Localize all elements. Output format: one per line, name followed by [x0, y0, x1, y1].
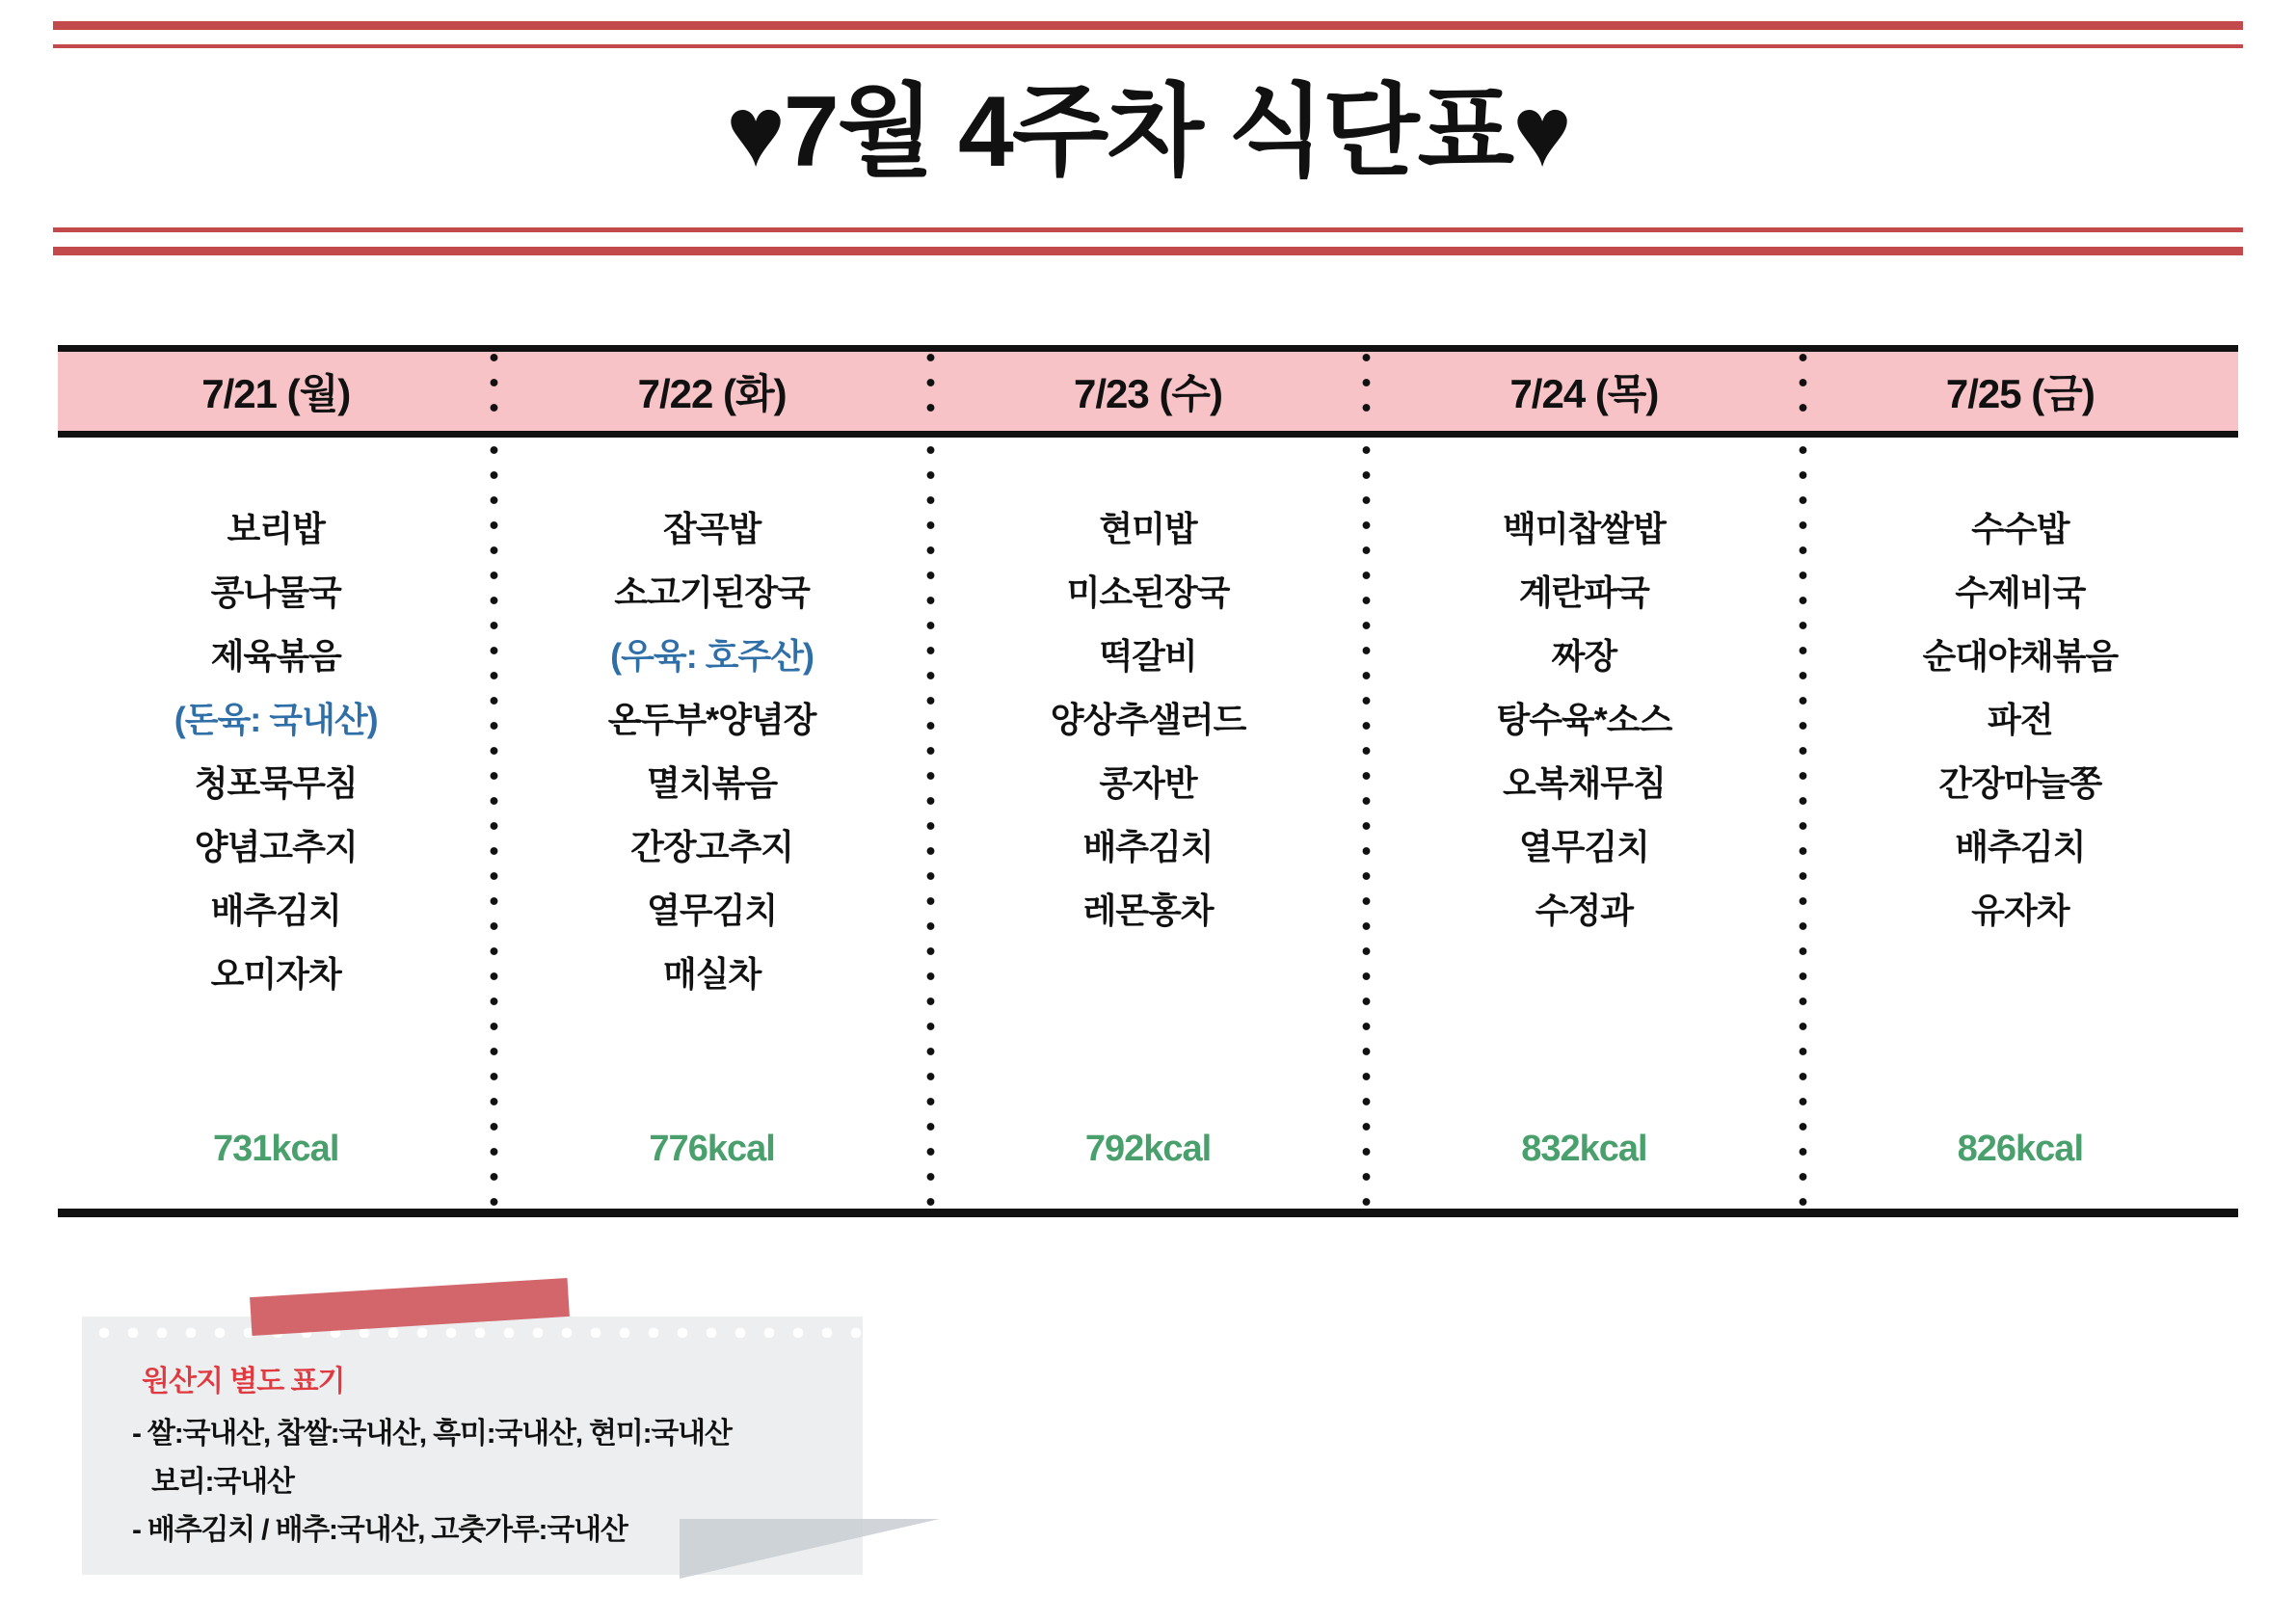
menu-item: 콩자반: [1099, 763, 1197, 803]
date-label: 7/25 (금): [1945, 371, 2095, 416]
menu-item: 보리밥: [227, 509, 325, 548]
menu-table: [58, 345, 2238, 1217]
menu-item: 열무김치: [647, 891, 778, 930]
menu-item: 청포묵무침: [194, 763, 358, 803]
header-rule-bottom-thick: [53, 247, 2243, 255]
menu-item: 오복채무침: [1502, 763, 1666, 803]
column-divider-1-body: [490, 438, 498, 1209]
origin-note: [82, 1317, 863, 1575]
calorie-label: 826kcal: [1957, 1129, 2084, 1169]
calorie-label: 776kcal: [649, 1129, 775, 1169]
menu-item: 온두부*양념장: [607, 700, 816, 739]
date-label: 7/23 (수): [1074, 371, 1222, 416]
menu-item: 레몬홍차: [1082, 891, 1214, 930]
heart-icon-right: ♥: [1512, 76, 1570, 188]
table-header-fri: [1802, 352, 2238, 431]
heart-icon-left: ♥: [726, 76, 784, 188]
table-header-tue: [494, 352, 929, 431]
page-title-text: 7월 4주차 식단표: [783, 76, 1513, 188]
note-line-1: - 쌀:국내산, 찹쌀:국내산, 흑미:국내산, 현미:국내산: [132, 1418, 732, 1450]
menu-item-origin: (우육: 호주산): [610, 636, 814, 676]
menu-item-origin: (돈육: 국내산): [174, 700, 378, 739]
menu-item: 파전: [1988, 700, 2053, 739]
column-divider-3: [1362, 345, 1371, 424]
date-label: 7/22 (화): [637, 371, 787, 416]
menu-item: 잡곡밥: [662, 509, 761, 548]
page-title: [0, 60, 2296, 204]
menu-item: 열무김치: [1518, 827, 1649, 866]
table-header-wed: [930, 352, 1366, 431]
table-top-border: [58, 345, 2238, 352]
menu-column-fri: [1802, 438, 2238, 1209]
table-header-row: [58, 352, 2238, 431]
menu-column-mon: [58, 438, 494, 1209]
menu-item: 계란파국: [1518, 572, 1649, 612]
menu-item: 탕수육*소스: [1496, 700, 1672, 739]
menu-item: 수제비국: [1955, 572, 2086, 612]
menu-column-wed: [930, 438, 1366, 1209]
calorie-label: 731kcal: [213, 1129, 339, 1169]
menu-column-thu: [1366, 438, 1802, 1209]
column-divider-2-body: [926, 438, 935, 1209]
menu-item: 현미밥: [1099, 509, 1197, 548]
menu-item: 간장마늘쫑: [1938, 763, 2102, 803]
header-rule-top-thick: [53, 21, 2243, 30]
menu-item: 오미자차: [210, 954, 341, 994]
column-divider-3-body: [1362, 438, 1371, 1209]
menu-item: 배추김치: [210, 891, 341, 930]
column-divider-4: [1799, 345, 1807, 424]
menu-item: 유자차: [1971, 891, 2069, 930]
note-line-2: 보리:국내산: [151, 1466, 294, 1498]
calorie-label: 792kcal: [1084, 1129, 1212, 1169]
table-body-row: [58, 438, 2238, 1209]
table-header-mon: [58, 352, 494, 431]
table-bottom-border: [58, 1209, 2238, 1217]
header-rule-bottom-thin: [53, 227, 2243, 232]
table-header-thu: [1366, 352, 1802, 431]
menu-item: 멸치볶음: [647, 763, 778, 803]
column-divider-1: [490, 345, 498, 424]
date-label: 7/21 (월): [201, 371, 351, 416]
column-divider-4-body: [1799, 438, 1807, 1209]
table-header-bottom-border: [58, 431, 2238, 438]
menu-item: 수수밥: [1971, 509, 2069, 548]
menu-item: 수정과: [1535, 891, 1634, 930]
menu-item: 순대야채볶음: [1922, 636, 2119, 676]
date-label: 7/24 (목): [1509, 371, 1659, 416]
menu-item: 간장고추지: [630, 827, 794, 866]
note-shadow: [680, 1519, 940, 1579]
menu-item: 백미찹쌀밥: [1502, 509, 1666, 548]
menu-item: 양상추샐러드: [1050, 700, 1246, 739]
menu-item: 소고기된장국: [614, 572, 810, 612]
menu-item: 매실차: [662, 954, 761, 994]
menu-item: 양념고추지: [194, 827, 358, 866]
menu-item: 콩나물국: [210, 572, 341, 612]
menu-column-tue: [494, 438, 929, 1209]
menu-item: 제육볶음: [210, 636, 341, 676]
menu-item: 떡갈비: [1099, 636, 1197, 676]
note-line-3: - 배추김치 / 배추:국내산, 고춧가루:국내산: [132, 1514, 627, 1546]
menu-item: 배추김치: [1955, 827, 2086, 866]
note-title: 원산지 별도 표기: [142, 1366, 345, 1397]
header-rule-top-thin: [53, 44, 2243, 48]
menu-item: 배추김치: [1082, 827, 1214, 866]
menu-item: 짜장: [1551, 636, 1617, 676]
column-divider-2: [926, 345, 935, 424]
calorie-label: 832kcal: [1521, 1129, 1647, 1169]
menu-item: 미소된장국: [1066, 572, 1230, 612]
